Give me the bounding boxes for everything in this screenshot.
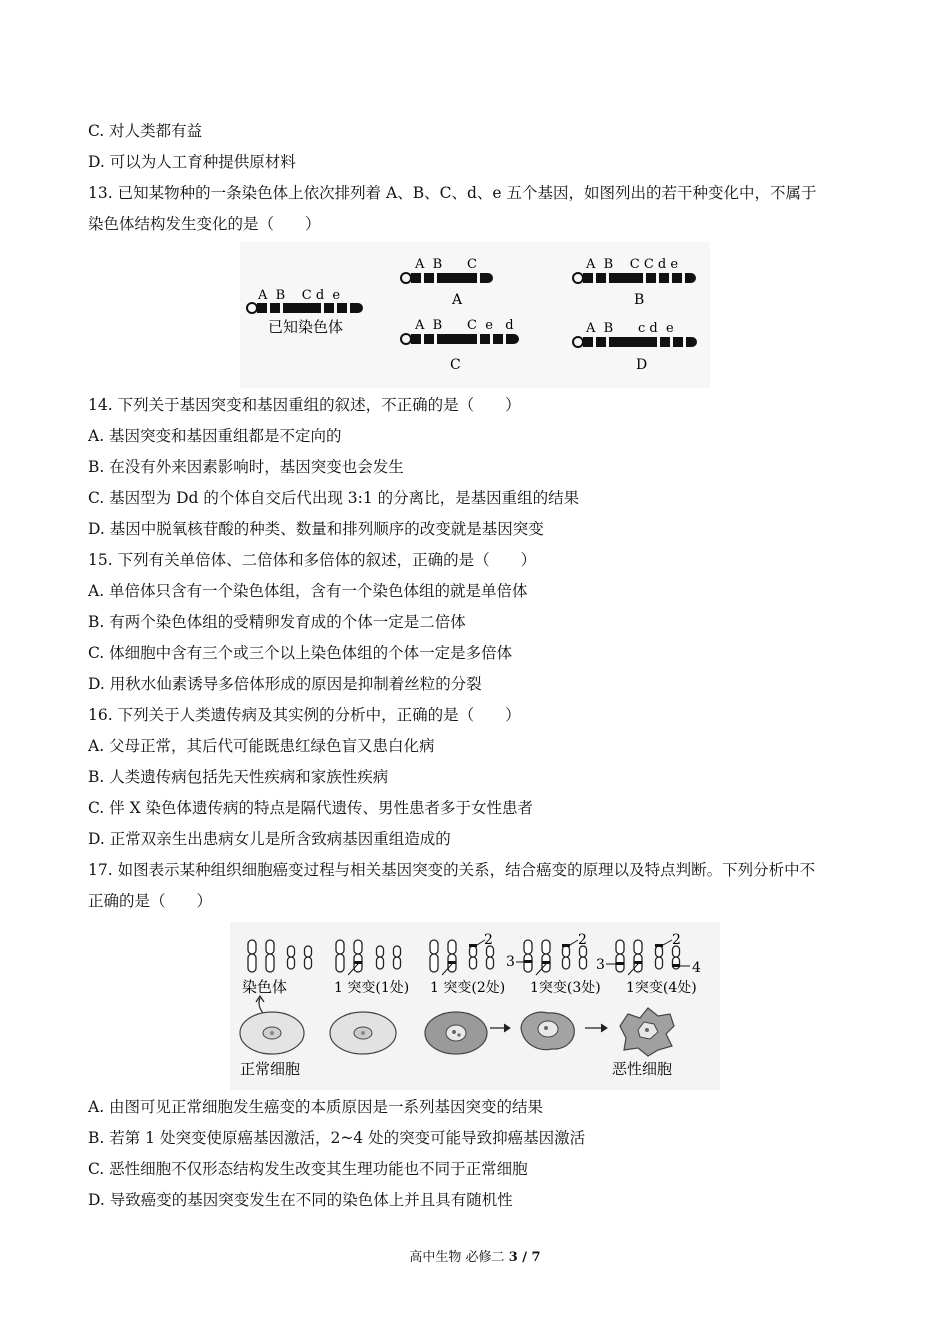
option-label: A: [452, 292, 463, 308]
mutation-label: 1 突变(1处): [334, 980, 410, 996]
gene-labels: A B C C d e: [586, 257, 679, 272]
footer-subject: 高中生物 必修二: [409, 1250, 509, 1265]
text-line: 17. 如图表示某种组织细胞癌变过程与相关基因突变的关系，结合癌变的原理以及特点判断。下列分析中不: [88, 861, 816, 879]
text-line: C. 伴 X 染色体遗传病的特点是隔代遗传、男性患者多于女性患者: [88, 799, 534, 817]
mutation-label: 1 突变(2处): [430, 980, 506, 996]
text-line: 16. 下列关于人类遗传病及其实例的分析中，正确的是（ ）: [88, 706, 521, 724]
option-label: B: [634, 292, 645, 308]
chromosome-variation-figure: [240, 242, 710, 388]
text-line: 13. 已知某物种的一条染色体上依次排列着 A、B、C、d、e 五个基因，如图列出的若干种变化中，不属于: [88, 184, 817, 202]
mutation-number: 4: [692, 960, 701, 976]
mutation-number: 2: [672, 932, 681, 948]
text-line: C. 体细胞中含有三个或三个以上染色体组的个体一定是多倍体: [88, 644, 513, 662]
text-line: A. 单倍体只含有一个染色体组，含有一个染色体组的就是单倍体: [88, 582, 528, 600]
mutation-label: 1突变(4处): [626, 980, 697, 996]
text-line: 14. 下列关于基因突变和基因重组的叙述，不正确的是（ ）: [88, 396, 521, 414]
text-line: 15. 下列有关单倍体、二倍体和多倍体的叙述，正确的是（ ）: [88, 551, 537, 569]
cell-stage-3: [425, 1012, 487, 1054]
gene-labels: A B C d e: [258, 288, 341, 303]
mutation-number: 3: [596, 957, 605, 973]
text-line: B. 人类遗传病包括先天性疾病和家族性疾病: [88, 768, 389, 786]
cell-stage-4: [521, 1012, 574, 1049]
page-number: 3 / 7: [508, 1250, 541, 1265]
text-line: D. 可以为人工育种提供原材料: [88, 153, 296, 171]
text-line: C. 恶性细胞不仅形态结构发生改变其生理功能也不同于正常细胞: [88, 1160, 528, 1178]
text-line: A. 由图可见正常细胞发生癌变的本质原因是一系列基因突变的结果: [88, 1098, 544, 1116]
text-line: D. 导致癌变的基因突变发生在不同的染色体上并且具有随机性: [88, 1191, 513, 1209]
mutation-number: 3: [506, 954, 515, 970]
gene-labels: A B C: [415, 257, 477, 272]
text-line: A. 父母正常，其后代可能既患红绿色盲又患白化病: [88, 737, 435, 755]
text-line: 正确的是（ ）: [88, 892, 213, 910]
text-line: A. 基因突变和基因重组都是不定向的: [88, 427, 342, 445]
chromosome-label: 染色体: [242, 978, 288, 996]
mutation-label: 1突变(3处): [530, 980, 601, 996]
text-line: D. 基因中脱氧核苷酸的种类、数量和排列顺序的改变就是基因突变: [88, 520, 544, 538]
cancer-mutation-figure: [230, 922, 720, 1090]
text-line: B. 有两个染色体组的受精卵发育成的个体一定是二倍体: [88, 613, 466, 631]
text-line: B. 在没有外来因素影响时，基因突变也会发生: [88, 458, 404, 476]
cell-stage-2: [330, 1012, 396, 1054]
known-chromosome-label: 已知染色体: [268, 318, 344, 336]
mutation-number: 2: [484, 932, 493, 948]
mutation-number: 2: [578, 932, 587, 948]
option-label: C: [450, 357, 461, 373]
normal-cell: [240, 1012, 304, 1054]
text-line: B. 若第 1 处突变使原癌基因激活，2~4 处的突变可能导致抑癌基因激活: [88, 1129, 586, 1147]
gene-labels: A B C e d: [415, 318, 514, 333]
normal-cell-label: 正常细胞: [240, 1060, 301, 1078]
text-line: D. 用秋水仙素诱导多倍体形成的原因是抑制着丝粒的分裂: [88, 675, 482, 693]
text-line: D. 正常双亲生出患病女儿是所含致病基因重组造成的: [88, 830, 451, 848]
gene-labels: A B c d e: [586, 321, 674, 336]
text-line: 染色体结构发生变化的是（ ）: [88, 215, 321, 233]
malignant-cell-label: 恶性细胞: [612, 1060, 673, 1078]
text-line: C. 基因型为 Dd 的个体自交后代出现 3:1 的分离比，是基因重组的结果: [88, 489, 580, 507]
page-footer: [0, 1246, 950, 1265]
option-label: D: [636, 357, 648, 373]
text-line: C. 对人类都有益: [88, 122, 203, 140]
